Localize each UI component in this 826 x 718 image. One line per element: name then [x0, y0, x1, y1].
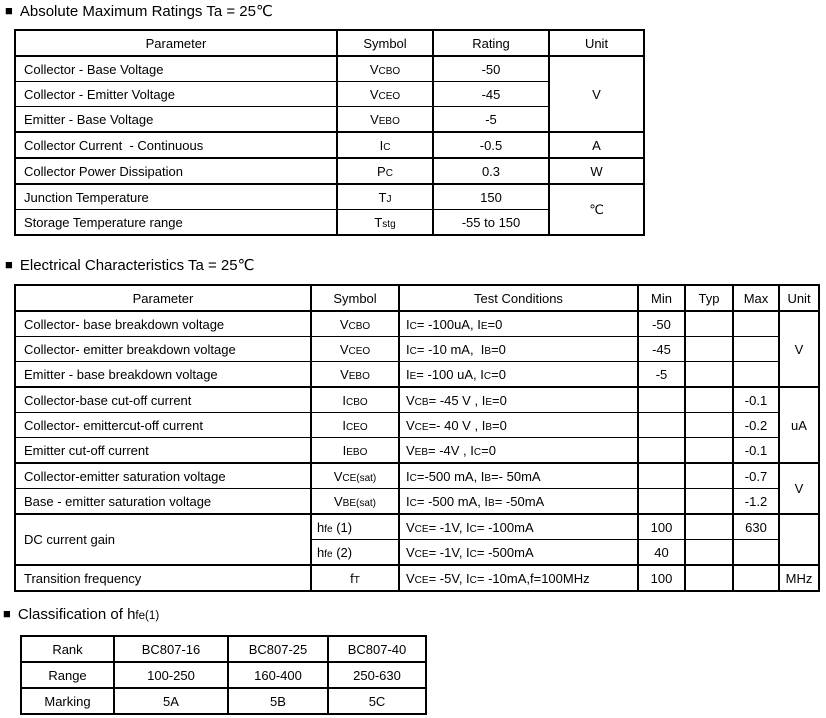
- symbol-cell: PC: [337, 158, 433, 184]
- parameter-cell: Collector - Base Voltage: [15, 56, 337, 82]
- column-header-unit: Unit: [779, 285, 819, 311]
- parameter-cell: Collector- emittercut-off current: [15, 413, 311, 438]
- max-cell: -1.2: [733, 489, 779, 515]
- test-conditions-cell: IE= -100 uA, IC=0: [399, 362, 638, 388]
- parameter-cell: Base - emitter saturation voltage: [15, 489, 311, 515]
- table-row: [21, 662, 426, 688]
- typ-cell: [685, 463, 733, 489]
- section-bullet-icon: ■: [3, 606, 11, 621]
- unit-cell: W: [549, 158, 644, 184]
- rating-cell: 0.3: [433, 158, 549, 184]
- hfe-classification-table: [20, 635, 427, 715]
- test-conditions-cell: IC= -500 mA, IB= -50mA: [399, 489, 638, 515]
- parameter-cell: Storage Temperature range: [15, 210, 337, 236]
- test-conditions-cell: VCE= -5V, IC= -10mA,f=100MHz: [399, 565, 638, 591]
- typ-cell: [685, 413, 733, 438]
- unit-cell: V: [779, 311, 819, 387]
- table-row: [15, 463, 819, 489]
- max-cell: -0.7: [733, 463, 779, 489]
- test-conditions-cell: VCE= -1V, IC= -100mA: [399, 514, 638, 540]
- marking-cell: 5B: [228, 688, 328, 714]
- max-cell: -0.1: [733, 438, 779, 464]
- range-cell: 160-400: [228, 662, 328, 688]
- table-row: [15, 158, 644, 184]
- column-header-rating: Rating: [433, 30, 549, 56]
- typ-cell: [685, 438, 733, 464]
- table-header-row: [15, 285, 819, 311]
- column-header-typ: Typ: [685, 285, 733, 311]
- section-bullet-icon: ■: [5, 3, 13, 18]
- symbol-cell: VCEO: [337, 82, 433, 107]
- parameter-cell: Collector Power Dissipation: [15, 158, 337, 184]
- symbol-cell: TJ: [337, 184, 433, 210]
- rating-cell: 150: [433, 184, 549, 210]
- table-row: [15, 565, 819, 591]
- rating-cell: -50: [433, 56, 549, 82]
- symbol-cell: VBE(sat): [311, 489, 399, 515]
- section-title-hfe-classification: [3, 606, 159, 623]
- column-header-unit: Unit: [549, 30, 644, 56]
- symbol-cell: ICEO: [311, 413, 399, 438]
- test-conditions-cell: VCE= -1V, IC= -500mA: [399, 540, 638, 566]
- min-cell: [638, 438, 685, 464]
- rating-cell: -55 to 150: [433, 210, 549, 236]
- min-cell: [638, 387, 685, 413]
- symbol-cell: Tstg: [337, 210, 433, 236]
- typ-cell: [685, 362, 733, 388]
- table-row: [15, 56, 644, 82]
- parameter-cell: Collector- emitter breakdown voltage: [15, 337, 311, 362]
- column-header-symbol: Symbol: [311, 285, 399, 311]
- symbol-cell: hfe (1): [311, 514, 399, 540]
- max-cell: [733, 362, 779, 388]
- symbol-cell: VCEO: [311, 337, 399, 362]
- parameter-cell: Transition frequency: [15, 565, 311, 591]
- table-row: [15, 387, 819, 413]
- typ-cell: [685, 337, 733, 362]
- min-cell: 100: [638, 565, 685, 591]
- max-cell: [733, 540, 779, 566]
- max-cell: [733, 311, 779, 337]
- parameter-cell: Emitter - base breakdown voltage: [15, 362, 311, 388]
- test-conditions-cell: VCB= -45 V , IE=0: [399, 387, 638, 413]
- min-cell: -50: [638, 311, 685, 337]
- table-row: [15, 413, 819, 438]
- table-header-row: [15, 30, 644, 56]
- max-cell: [733, 565, 779, 591]
- table-row: [15, 184, 644, 210]
- table-row: [15, 489, 819, 515]
- table-row: [15, 311, 819, 337]
- min-cell: -5: [638, 362, 685, 388]
- unit-cell: MHz: [779, 565, 819, 591]
- table-row: [15, 438, 819, 464]
- column-header-symbol: Symbol: [337, 30, 433, 56]
- rating-cell: -0.5: [433, 132, 549, 158]
- rank-label-cell: Rank: [21, 636, 114, 662]
- parameter-cell: Collector- base breakdown voltage: [15, 311, 311, 337]
- symbol-cell: VEBO: [311, 362, 399, 388]
- test-conditions-cell: IC=-500 mA, IB=- 50mA: [399, 463, 638, 489]
- section-title-text: Absolute Maximum Ratings Ta = 25℃: [19, 3, 273, 20]
- symbol-cell: fT: [311, 565, 399, 591]
- typ-cell: [685, 565, 733, 591]
- min-cell: [638, 489, 685, 515]
- table-row: [21, 636, 426, 662]
- rank-cell: BC807-40: [328, 636, 426, 662]
- parameter-cell: Emitter - Base Voltage: [15, 107, 337, 133]
- symbol-cell: IEBO: [311, 438, 399, 464]
- absolute-maximum-ratings-table: [14, 29, 645, 236]
- rank-cell: BC807-16: [114, 636, 228, 662]
- rating-cell: -5: [433, 107, 549, 133]
- min-cell: [638, 463, 685, 489]
- symbol-cell: VCE(sat): [311, 463, 399, 489]
- column-header-max: Max: [733, 285, 779, 311]
- section-bullet-icon: ■: [5, 257, 13, 272]
- parameter-cell: Collector-emitter saturation voltage: [15, 463, 311, 489]
- symbol-cell: VEBO: [337, 107, 433, 133]
- typ-cell: [685, 540, 733, 566]
- section-title-absolute-maximum-ratings: [5, 2, 273, 20]
- column-header-parameter: Parameter: [15, 285, 311, 311]
- column-header-test-conditions: Test Conditions: [399, 285, 638, 311]
- marking-cell: 5A: [114, 688, 228, 714]
- section-title-electrical-characteristics: [5, 256, 254, 274]
- typ-cell: [685, 387, 733, 413]
- column-header-min: Min: [638, 285, 685, 311]
- marking-cell: 5C: [328, 688, 426, 714]
- typ-cell: [685, 514, 733, 540]
- parameter-cell: Collector-base cut-off current: [15, 387, 311, 413]
- unit-cell: V: [549, 56, 644, 132]
- max-cell: -0.1: [733, 387, 779, 413]
- table-row: [15, 514, 819, 540]
- rank-cell: BC807-25: [228, 636, 328, 662]
- symbol-cell: ICBO: [311, 387, 399, 413]
- max-cell: [733, 337, 779, 362]
- range-cell: 250-630: [328, 662, 426, 688]
- table-row: [15, 337, 819, 362]
- section-title-text: Electrical Characteristics Ta = 25℃: [19, 257, 255, 274]
- table-row: [15, 132, 644, 158]
- unit-cell: A: [549, 132, 644, 158]
- max-cell: -0.2: [733, 413, 779, 438]
- min-cell: -45: [638, 337, 685, 362]
- symbol-cell: IC: [337, 132, 433, 158]
- parameter-cell: Collector - Emitter Voltage: [15, 82, 337, 107]
- symbol-cell: VCBO: [311, 311, 399, 337]
- range-cell: 100-250: [114, 662, 228, 688]
- unit-cell: ℃: [549, 184, 644, 235]
- electrical-characteristics-table: [14, 284, 820, 592]
- unit-cell: V: [779, 463, 819, 514]
- table-row: [21, 688, 426, 714]
- parameter-cell: Junction Temperature: [15, 184, 337, 210]
- section-title-text: Classification of hfe(1): [17, 606, 160, 623]
- min-cell: [638, 413, 685, 438]
- test-conditions-cell: VCE=- 40 V , IB=0: [399, 413, 638, 438]
- typ-cell: [685, 311, 733, 337]
- column-header-parameter: Parameter: [15, 30, 337, 56]
- min-cell: 100: [638, 514, 685, 540]
- marking-label-cell: Marking: [21, 688, 114, 714]
- typ-cell: [685, 489, 733, 515]
- max-cell: 630: [733, 514, 779, 540]
- symbol-cell: VCBO: [337, 56, 433, 82]
- unit-cell: [779, 514, 819, 565]
- test-conditions-cell: VEB= -4V , IC=0: [399, 438, 638, 464]
- parameter-cell: Collector Current - Continuous: [15, 132, 337, 158]
- test-conditions-cell: IC= -10 mA, IB=0: [399, 337, 638, 362]
- test-conditions-cell: IC= -100uA, IE=0: [399, 311, 638, 337]
- symbol-cell: hfe (2): [311, 540, 399, 566]
- parameter-cell: DC current gain: [15, 514, 311, 565]
- parameter-cell: Emitter cut-off current: [15, 438, 311, 464]
- range-label-cell: Range: [21, 662, 114, 688]
- rating-cell: -45: [433, 82, 549, 107]
- table-row: [15, 362, 819, 388]
- unit-cell: uA: [779, 387, 819, 463]
- min-cell: 40: [638, 540, 685, 566]
